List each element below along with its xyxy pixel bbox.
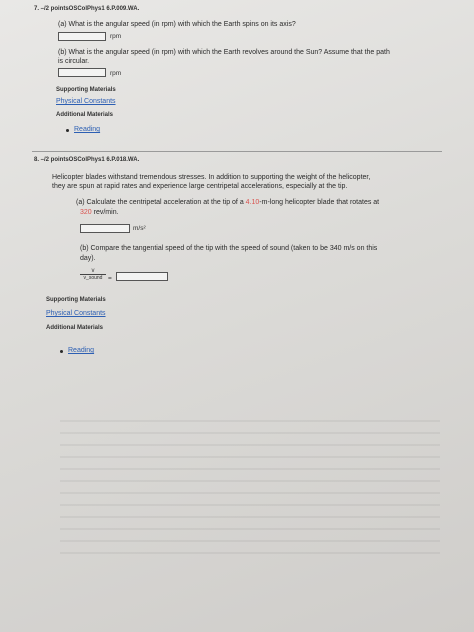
question-7-header: 7. –/2 pointsOSColPhys1 6.P.009.WA.	[34, 6, 140, 12]
q7-part-a-unit: rpm	[110, 33, 122, 40]
q7-supporting-materials: Supporting Materials	[56, 87, 116, 93]
question-divider	[32, 151, 442, 152]
q8-part-a-pre: (a) Calculate the centripetal acceleration at the tip of a	[76, 199, 246, 206]
q8-rate-unit: rev/min.	[91, 209, 119, 216]
q7-additional-materials: Additional Materials	[56, 112, 114, 118]
q7-part-a-input[interactable]	[58, 32, 106, 41]
q7-reading-link[interactable]: Reading	[74, 126, 101, 133]
q7-part-b-text-2: is circular.	[58, 58, 90, 65]
q8-part-a-text	[76, 198, 379, 207]
q8-rotation-rate: 320	[80, 209, 92, 216]
q8-reading-link[interactable]: Reading	[68, 347, 95, 354]
q8-speed-ratio-fraction	[80, 268, 106, 281]
q8-part-b-input[interactable]	[116, 272, 168, 281]
q7-physical-constants-link[interactable]: Physical Constants	[56, 98, 116, 105]
q8-additional-materials: Additional Materials	[46, 325, 104, 331]
q8-part-a-post: -m-long helicopter blade that rotates at	[259, 199, 380, 206]
q8-physical-constants-link[interactable]: Physical Constants	[46, 310, 106, 317]
q7-part-b-input[interactable]	[58, 68, 106, 77]
show-through-texture	[60, 420, 440, 560]
q8-part-b-text: (b) Compare the tangential speed of the tip with the speed of sound (taken to be 340 m/s on this	[80, 245, 378, 252]
q8-intro-text: Helicopter blades withstand tremendous stresses. In addition to supporting the weight of the helicopter,	[52, 174, 371, 181]
q8-blade-length: 4.10	[245, 199, 260, 206]
bullet-icon	[66, 129, 69, 132]
question-8-header: 8. –/2 pointsOSColPhys1 6.P.018.WA.	[34, 157, 140, 163]
q8-part-a-unit: m/s²	[133, 225, 146, 232]
q8-intro-text-2: they are spun at rapid rates and experience large centripetal accelerations, especially at the tip.	[52, 183, 348, 190]
q7-part-b-unit: rpm	[110, 70, 122, 77]
bullet-icon	[60, 350, 63, 353]
fraction-denominator: v_sound	[83, 275, 103, 281]
fraction-numerator: v	[80, 268, 106, 275]
q7-part-b-text: (b) What is the angular speed (in rpm) with which the Earth revolves around the Sun? Assume that the path	[58, 49, 390, 56]
equals-sign: =	[108, 275, 112, 282]
q8-part-a-input[interactable]	[80, 224, 130, 233]
q8-part-a-rate-line	[80, 208, 119, 217]
q8-supporting-materials: Supporting Materials	[46, 297, 106, 303]
q8-part-b-text-2: day).	[80, 255, 96, 262]
q7-part-a-text: (a) What is the angular speed (in rpm) with which the Earth spins on its axis?	[58, 21, 296, 28]
